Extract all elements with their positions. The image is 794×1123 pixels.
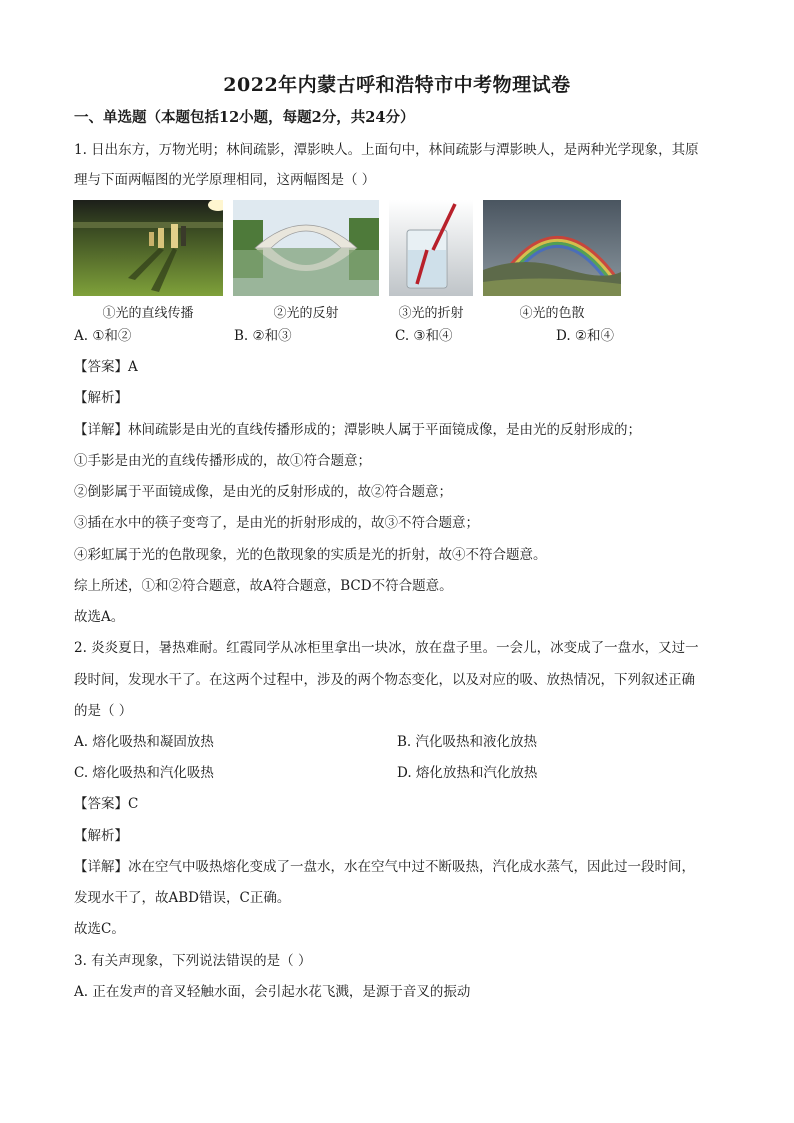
q2-detail-2: 发现水干了，故ABD错误，C正确。 — [74, 890, 291, 906]
q1-detail-7: 故选A。 — [74, 609, 125, 625]
q3-option-a: A. 正在发声的音叉轻触水面，会引起水花飞溅，是源于音叉的振动 — [74, 984, 471, 1000]
q3-stem: 3. 有关声现象，下列说法错误的是（ ） — [74, 953, 312, 969]
q1-answer: 【答案】A — [74, 359, 138, 375]
rainbow-photo — [483, 200, 621, 296]
q2-stem-line1: 2. 炎炎夏日，暑热难耐。红霞同学从冰柜里拿出一块冰，放在盘子里。一会儿，冰变成了一盘水，又过一 — [74, 640, 699, 656]
q2-detail-3: 故选C。 — [74, 921, 125, 937]
q1-stem-line1: 1. 日出东方，万物光明；林间疏影，潭影映人。上面句中，林间疏影与潭影映人，是两种光学现象，其原 — [74, 142, 699, 158]
section-heading: 一、单选题（本题包括12小题，每题2分，共24分） — [74, 109, 415, 126]
q1-detail-1: 【详解】林间疏影是由光的直线传播形成的；潭影映人属于平面镜成像，是由光的反射形成的； — [74, 422, 641, 438]
q2-detail-1: 【详解】冰在空气中吸热熔化变成了一盘水，水在空气中过不断吸热，汽化成水蒸气，因此过一段时间， — [74, 859, 695, 875]
q1-stem-line2: 理与下面两幅图的光学原理相同，这两幅图是（ ） — [74, 172, 376, 188]
refraction-glass-photo — [389, 200, 473, 296]
q1-detail-4: ③插在水中的筷子变弯了，是由光的折射形成的，故③不符合题意； — [74, 515, 479, 531]
caption-1: ①光的直线传播 — [102, 306, 194, 321]
q2-option-b: B. 汽化吸热和液化放热 — [397, 734, 538, 750]
q1-analysis: 【解析】 — [74, 390, 128, 406]
q1-detail-6: 综上所述，①和②符合题意，故A符合题意，BCD不符合题意。 — [74, 578, 453, 594]
q2-option-d: D. 熔化放热和汽化放热 — [397, 765, 538, 781]
q1-option-d: D. ②和④ — [556, 328, 615, 344]
q2-option-a: A. 熔化吸热和凝固放热 — [74, 734, 214, 750]
q1-option-a: A. ①和② — [74, 328, 132, 344]
q1-detail-5: ④彩虹属于光的色散现象，光的色散现象的实质是光的折射，故④不符合题意。 — [74, 547, 547, 563]
q1-option-c: C. ③和④ — [395, 328, 453, 344]
q2-stem-line2: 段时间，发现水干了。在这两个过程中，涉及的两个物态变化，以及对应的吸、放热情况，下列叙述正确 — [74, 672, 695, 688]
q1-detail-3: ②倒影属于平面镜成像，是由光的反射形成的，故②符合题意； — [74, 484, 452, 500]
q2-analysis: 【解析】 — [74, 828, 128, 844]
q2-stem-line3: 的是（ ） — [74, 703, 133, 719]
q2-option-c: C. 熔化吸热和汽化吸热 — [74, 765, 214, 781]
caption-4: ④光的色散 — [519, 306, 585, 321]
q1-detail-2: ①手影是由光的直线传播形成的，故①符合题意； — [74, 453, 371, 469]
page-title: 2022年内蒙古呼和浩特市中考物理试卷 — [223, 74, 571, 96]
shadow-photo — [73, 200, 223, 296]
q1-option-b: B. ②和③ — [234, 328, 292, 344]
q2-answer: 【答案】C — [74, 796, 139, 812]
caption-3: ③光的折射 — [398, 306, 464, 321]
caption-2: ②光的反射 — [273, 306, 339, 321]
bridge-reflection-photo — [233, 200, 379, 296]
